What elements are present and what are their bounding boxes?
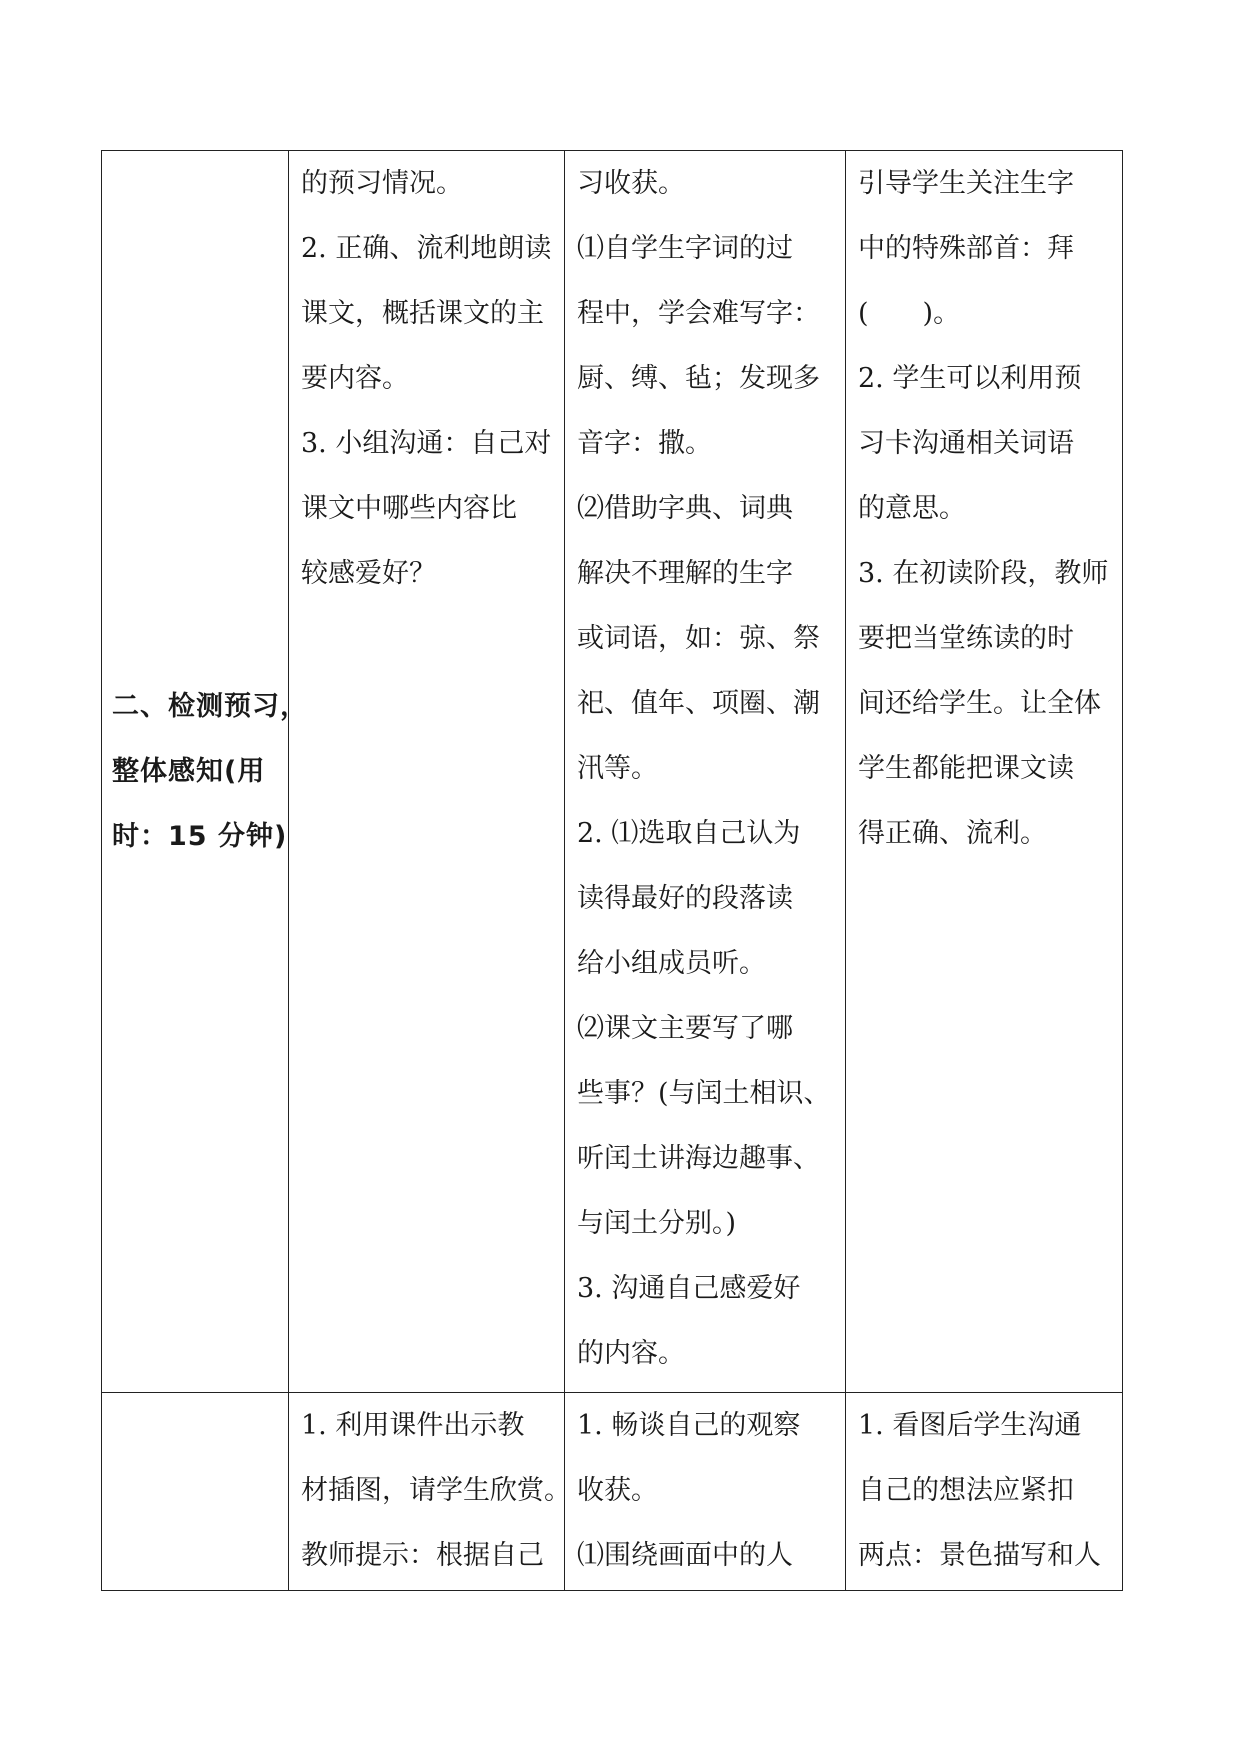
- table-row: [102, 1393, 1123, 1591]
- text-line: 1. 看图后学生沟通: [858, 1410, 1082, 1441]
- text-line: 给小组成员听。: [577, 948, 766, 979]
- text-line: 读得最好的段落读: [577, 883, 793, 914]
- text-line: 材插图，请学生欣赏。: [301, 1475, 571, 1506]
- text-line: 与闰土分别。): [577, 1208, 737, 1239]
- text-line: 2. 学生可以利用预: [858, 363, 1082, 394]
- text-line: 程中，学会难写字：: [577, 298, 820, 329]
- stage-line: 整体感知(用: [112, 756, 266, 787]
- table-row: [102, 151, 1123, 1393]
- teacher-activity-cell: [289, 1393, 571, 1591]
- text-line: 课文，概括课文的主: [301, 298, 544, 329]
- stage-cell: [102, 1393, 289, 1591]
- text-line: 3. 在初读阶段，教师: [858, 558, 1109, 589]
- text-line: 3. 小组沟通：自己对: [301, 428, 552, 459]
- text-line: 祀、值年、项圈、潮: [577, 688, 820, 719]
- stage-title: [102, 674, 308, 869]
- text-line: ⑴围绕画面中的人: [577, 1540, 793, 1571]
- text-line: 自己的想法应紧扣: [858, 1475, 1074, 1506]
- text-line: 3. 沟通自己感爱好: [577, 1273, 801, 1304]
- design-notes-cell: [846, 1393, 1123, 1591]
- text-line: 汛等。: [577, 753, 658, 784]
- teacher-activity-cell: [289, 151, 565, 1393]
- text-line: 听闰土讲海边趣事、: [577, 1143, 820, 1174]
- text-line: 习收获。: [577, 168, 685, 199]
- text-line: 的意思。: [858, 493, 966, 524]
- text-line: 要把当堂练读的时: [858, 623, 1074, 654]
- text-line: ⑵借助字典、词典: [577, 493, 793, 524]
- text-line: 较感爱好？: [301, 558, 436, 589]
- text-line: 课文中哪些内容比: [301, 493, 517, 524]
- text-line: 要内容。: [301, 363, 409, 394]
- text-line: 1. 畅谈自己的观察: [577, 1410, 801, 1441]
- student-activity-cell: [565, 151, 846, 1393]
- text-line: 或词语，如：弶、祭: [577, 623, 820, 654]
- lesson-plan-table: [101, 150, 1123, 1591]
- design-notes-cell: [846, 151, 1123, 1393]
- text-line: ⑴自学生字词的过: [577, 233, 793, 264]
- text-line: 解决不理解的生字: [577, 558, 793, 589]
- text-line: 收获。: [577, 1475, 658, 1506]
- text-line: 学生都能把课文读: [858, 753, 1074, 784]
- text-line: 中的特殊部首：拜: [858, 233, 1074, 264]
- text-line: 2. 正确、流利地朗读: [301, 233, 552, 264]
- student-activity-cell: [565, 1393, 846, 1591]
- stage-line: 时：15 分钟): [112, 821, 288, 852]
- text-line: 得正确、流利。: [858, 818, 1047, 849]
- text-line: 的内容。: [577, 1338, 685, 1369]
- text-line: 间还给学生。让全体: [858, 688, 1101, 719]
- text-line: 的预习情况。: [301, 168, 463, 199]
- text-line: 些事？(与闰土相识、: [577, 1078, 831, 1109]
- stage-line: 二、检测预习，: [112, 691, 308, 722]
- text-line: 音字：撒。: [577, 428, 712, 459]
- text-line: 1. 利用课件出示教: [301, 1410, 525, 1441]
- text-line: 引导学生关注生字: [858, 168, 1074, 199]
- text-line: ⑵课文主要写了哪: [577, 1013, 793, 1044]
- text-line: 两点：景色描写和人: [858, 1540, 1101, 1571]
- text-line: 2. ⑴选取自己认为: [577, 818, 801, 849]
- stage-cell: [102, 151, 308, 1393]
- text-line: 习卡沟通相关词语: [858, 428, 1074, 459]
- text-line: 厨、缚、毡；发现多: [577, 363, 820, 394]
- text-line: ( )。: [858, 298, 961, 329]
- text-line: 教师提示：根据自己: [301, 1540, 544, 1571]
